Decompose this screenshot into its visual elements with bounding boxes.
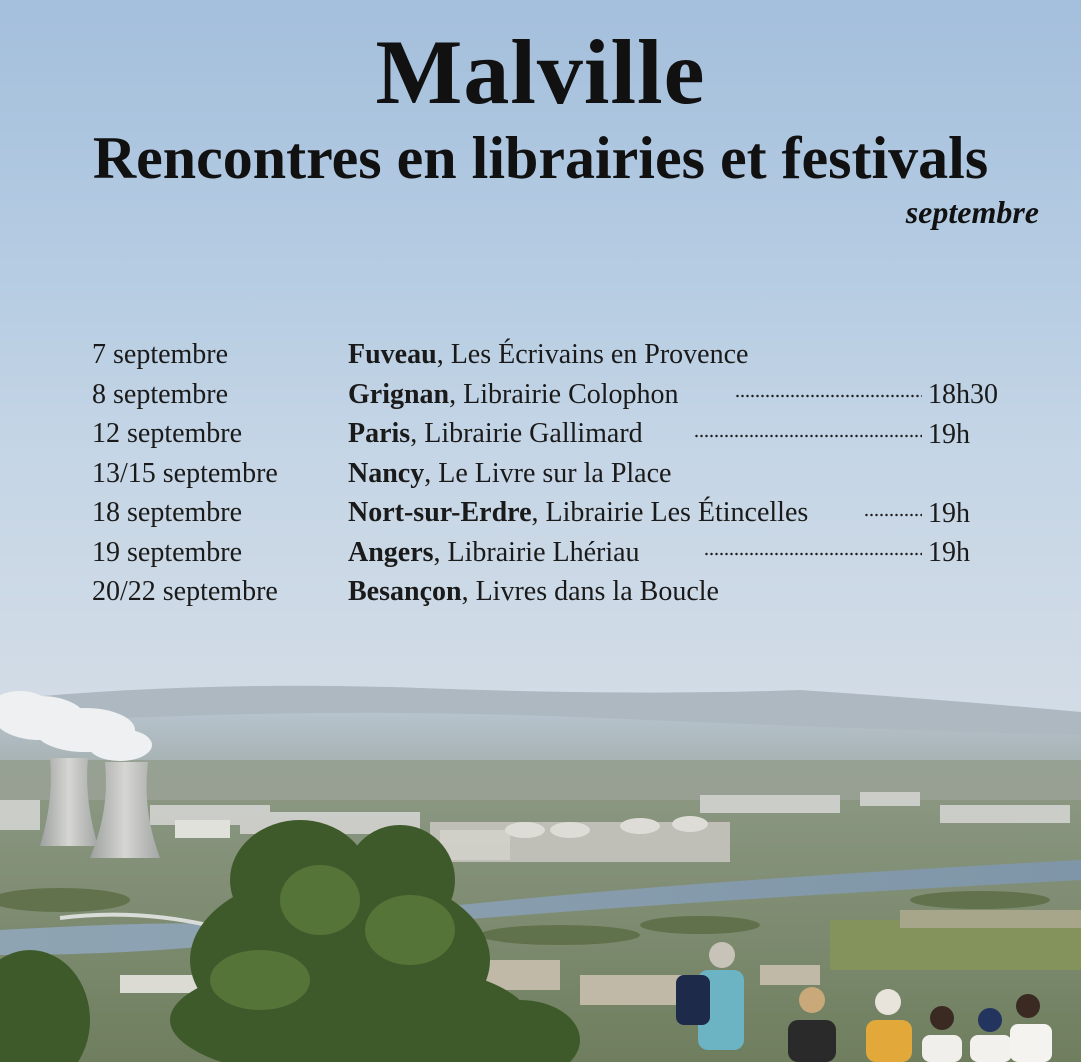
event-row <box>92 415 1012 455</box>
dot-leader <box>704 552 922 556</box>
event-venue: , Les Écrivains en Provence <box>436 339 749 370</box>
event-venue: , Librairie Gallimard <box>410 418 643 449</box>
event-row <box>92 573 1012 613</box>
event-place <box>348 455 671 493</box>
event-place <box>348 415 643 453</box>
dot-leader <box>694 434 922 438</box>
event-time: 19h <box>928 497 970 529</box>
event-city: Besançon <box>348 576 462 607</box>
event-city: Fuveau <box>348 339 437 370</box>
month-label: septembre <box>905 194 1039 230</box>
event-row <box>92 494 1012 534</box>
page-title: Malville <box>375 21 706 123</box>
event-row <box>92 455 1012 495</box>
event-time: 19h <box>928 537 970 569</box>
event-date: 19 septembre <box>92 536 243 568</box>
event-city: Grignan <box>348 378 450 410</box>
event-venue: , Librairie Les Étincelles <box>531 497 809 528</box>
event-list <box>92 336 1012 613</box>
event-place <box>348 336 748 374</box>
event-row <box>92 376 1012 416</box>
event-city: Nancy <box>348 457 425 489</box>
event-city: Angers <box>348 536 434 568</box>
event-place <box>348 494 808 532</box>
event-city: Nort-sur-Erdre <box>348 497 532 528</box>
event-place <box>348 534 640 572</box>
event-venue: , Le Livre sur la Place <box>424 457 672 489</box>
event-place <box>348 376 679 414</box>
event-row <box>92 336 1012 376</box>
event-venue: , Livres dans la Boucle <box>461 576 719 607</box>
event-date: 20/22 septembre <box>92 576 278 607</box>
event-row <box>92 534 1012 574</box>
event-city: Paris <box>348 418 411 449</box>
page-subtitle: Rencontres en librairies et festivals <box>92 125 989 191</box>
event-date: 8 septembre <box>92 378 229 410</box>
event-time: 19h <box>928 418 970 450</box>
event-date: 18 septembre <box>92 497 243 528</box>
event-place <box>348 573 719 611</box>
event-date: 13/15 septembre <box>92 457 278 489</box>
event-time: 18h30 <box>928 379 998 411</box>
event-date: 12 septembre <box>92 418 243 449</box>
event-date: 7 septembre <box>92 339 229 370</box>
dot-leader <box>735 394 922 398</box>
event-venue: , Librairie Colophon <box>449 378 679 410</box>
dot-leader <box>864 513 922 517</box>
event-venue: , Librairie Lhériau <box>433 536 640 568</box>
